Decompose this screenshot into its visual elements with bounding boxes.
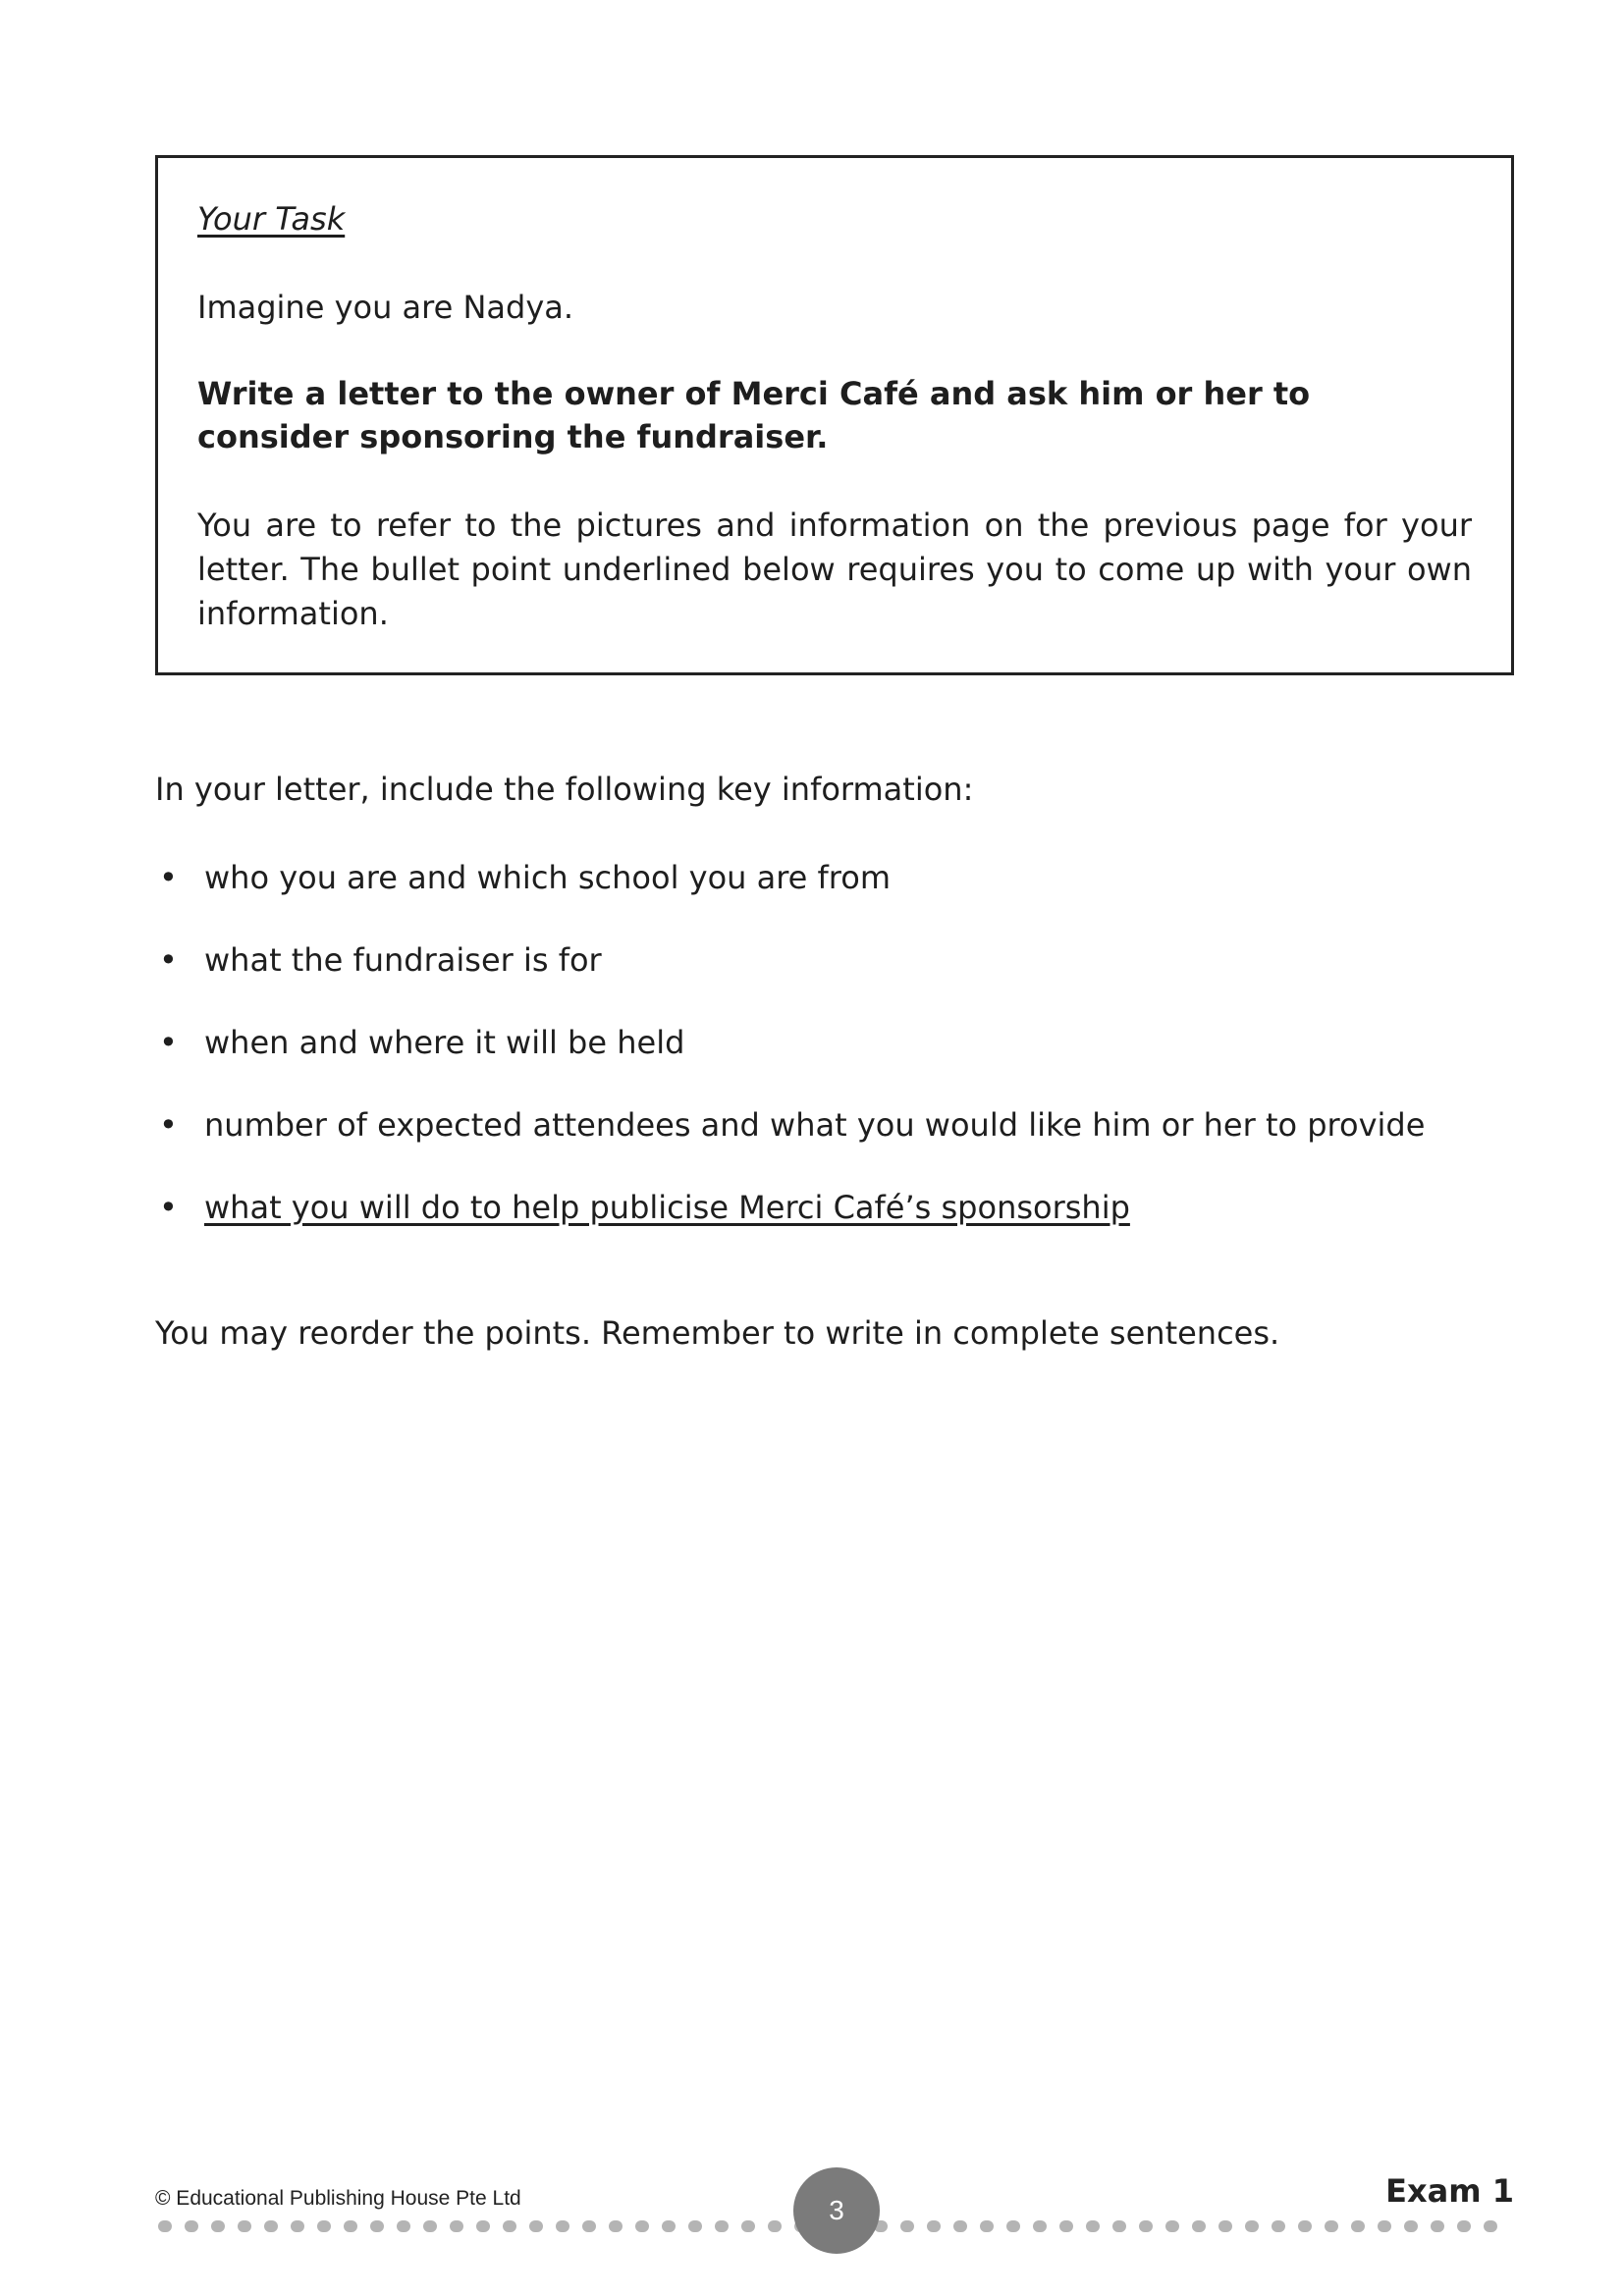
footer-dot: [503, 2220, 516, 2232]
page-number-badge: 3: [793, 2167, 880, 2254]
footer-dot: [158, 2220, 172, 2232]
list-item: [155, 1103, 1514, 1186]
list-item-text: who you are and which school you are from: [204, 859, 891, 896]
task-intro: Imagine you are Nadya.: [197, 289, 574, 326]
list-item: [155, 938, 1514, 1021]
task-note: You are to refer to the pictures and information on the previous page for your letter. The bullet point underlined below requires you to come up with your own information.: [197, 507, 1472, 632]
list-item: [155, 1186, 1514, 1268]
footer-dot: [1325, 2220, 1338, 2232]
footer-dot: [609, 2220, 623, 2232]
bullet-icon: •: [159, 859, 178, 896]
list-item-text: number of expected attendees and what you would like him or her to provide: [204, 1106, 1426, 1144]
footer-dot: [900, 2220, 914, 2232]
footer-dot: [688, 2220, 702, 2232]
footer-dot: [741, 2220, 755, 2232]
footer-dot: [1298, 2220, 1312, 2232]
footer-dot: [768, 2220, 782, 2232]
footer-dot: [927, 2220, 941, 2232]
footer-dot: [344, 2220, 357, 2232]
bullet-icon: •: [159, 1106, 178, 1144]
list-item-text: when and where it will be held: [204, 1024, 685, 1061]
footer-dot: [423, 2220, 437, 2232]
bullet-icon: •: [159, 941, 178, 979]
footer-dot: [1112, 2220, 1126, 2232]
footer-dot: [1218, 2220, 1232, 2232]
footer-dot: [662, 2220, 676, 2232]
bullet-icon: •: [159, 1024, 178, 1061]
footer-dot: [715, 2220, 729, 2232]
task-box: [155, 155, 1514, 675]
footer-dot: [1351, 2220, 1365, 2232]
footer-dot: [397, 2220, 410, 2232]
footer-dot: [211, 2220, 225, 2232]
footer-dot: [953, 2220, 967, 2232]
footer-dot: [1484, 2220, 1497, 2232]
key-information-list: [155, 856, 1514, 1268]
footer-dot: [1006, 2220, 1020, 2232]
footer-dot: [317, 2220, 331, 2232]
footer-dot: [1165, 2220, 1179, 2232]
footer-dot: [185, 2220, 198, 2232]
list-item: [155, 856, 1514, 938]
footer-dot: [582, 2220, 596, 2232]
footer-dot: [1033, 2220, 1047, 2232]
key-information-intro: In your letter, include the following key information:: [155, 771, 974, 808]
footer-dot: [1431, 2220, 1444, 2232]
footer-exam-label: Exam 1: [1385, 2172, 1514, 2210]
footer-dot: [370, 2220, 384, 2232]
footer-dot: [529, 2220, 543, 2232]
footer-dot: [556, 2220, 569, 2232]
footer-dot: [1378, 2220, 1391, 2232]
footer-dot: [1404, 2220, 1418, 2232]
bullet-icon: •: [159, 1189, 178, 1226]
list-item: [155, 1021, 1514, 1103]
footer-dot: [450, 2220, 463, 2232]
list-item-text: what the fundraiser is for: [204, 941, 602, 979]
footer-dot: [291, 2220, 304, 2232]
footer-dot: [1059, 2220, 1073, 2232]
footer-dot: [1192, 2220, 1206, 2232]
footer-dot: [1457, 2220, 1471, 2232]
footer-dot: [1086, 2220, 1100, 2232]
footer-dot: [1245, 2220, 1259, 2232]
footer-dot: [238, 2220, 251, 2232]
footer-dot: [980, 2220, 994, 2232]
footer-publisher: © Educational Publishing House Pte Ltd: [155, 2187, 521, 2210]
footer-dot: [1272, 2220, 1285, 2232]
footer-dot: [1139, 2220, 1153, 2232]
footer-dot: [635, 2220, 649, 2232]
list-item-text-underlined: what you will do to help publicise Merci Café’s sponsorship: [204, 1189, 1130, 1226]
task-instruction: Write a letter to the owner of Merci Café and ask him or her to consider sponsoring the fundraiser.: [197, 375, 1311, 455]
reorder-note: You may reorder the points. Remember to write in complete sentences.: [155, 1314, 1280, 1352]
task-heading: Your Task: [197, 200, 346, 238]
footer-dot: [476, 2220, 490, 2232]
footer-dot: [264, 2220, 278, 2232]
